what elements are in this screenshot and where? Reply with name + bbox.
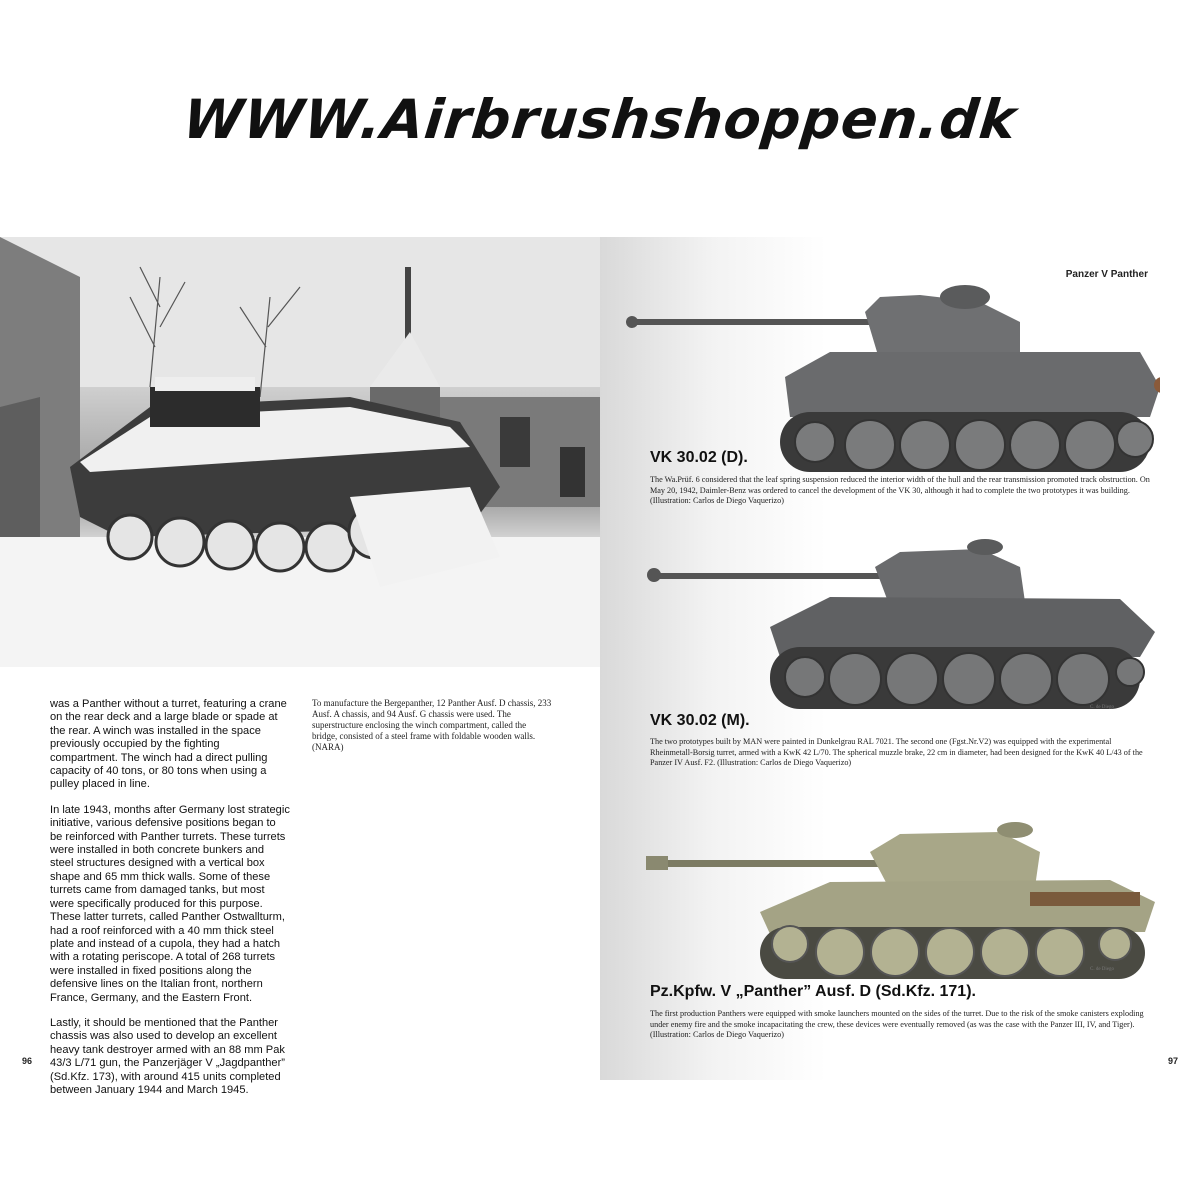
- left-body-text: [50, 698, 290, 1109]
- tank-title: VK 30.02 (D).: [650, 449, 748, 466]
- photo-caption: To manufacture the Bergepanther, 12 Panther Ausf. D chassis, 233 Ausf. A chassis, and 94 Ausf. G chassis were used. The superstructure enclosing the winch compartment, called the bridge, consisted of a steel frame with foldable wooden walls. (NARA): [312, 698, 552, 752]
- tank-title: VK 30.02 (M).: [650, 712, 750, 729]
- tank-title: Pz.Kpfw. V „Panther” Ausf. D (Sd.Kfz. 171).: [650, 983, 976, 1000]
- running-head: Panzer V Panther: [1065, 269, 1148, 280]
- snow-scene-illustration: [0, 237, 600, 667]
- tank-illustration-vk3002d: [620, 267, 1160, 477]
- tank-illustration-vk3002m: [640, 537, 1160, 717]
- page-number-right: 97: [1168, 1056, 1179, 1066]
- illustrator-credit: C. de Diego: [1090, 705, 1115, 710]
- tank-illustration-panther-ausf-d: [640, 822, 1160, 982]
- bergepanther-photo: [0, 237, 600, 667]
- tank-caption: The two prototypes built by MAN were painted in Dunkelgrau RAL 7021. The second one (Fgst.Nr.V2) was equipped with the experimental Rheinmetall-Borsig turret, armed with a KwK 42 L/70. The spherical muzzle brake, 22 cm in diameter, had been designed for the KwK 40 L/43 of the Panzer IV Ausf. F2. (Illustration: Carlos de Diego Vaquerizo): [650, 737, 1143, 768]
- illustrator-credit: C. de Diego: [1090, 967, 1115, 972]
- paragraph: In late 1943, months after Germany lost strategic initiative, various defensive positions began to be reinforced with Panther turrets. These turrets were installed in both concrete bunkers and steel structures designed with a vertical box shape and 65 mm thick walls. Some of these turrets came from damaged tanks, but most were specifically produced for this purpose. These latter turrets, called Panther Ostwallturm, had a roof reinforced with a 40 mm thick steel plate and instead of a cupola, they had a hatch with a rotating periscope. A total of 268 turrets were installed in fixed positions along the defensive lines on the Italian front, northern France, Germany, and the Eastern Front.: [50, 803, 290, 1004]
- tank-caption: The first production Panthers were equipped with smoke launchers mounted on the sides of the turret. Due to the risk of the smoke canisters exploding under enemy fire and the smoke incapacitating the crew, these devices were eventually removed (as was the case with the Panzer III, IV, and Tiger). (Illustration: Carlos de Diego Vaquerizo): [650, 1009, 1144, 1040]
- paragraph: Lastly, it should be mentioned that the Panther chassis was also used to develop an excellent heavy tank destroyer armed with an 88 mm Pak 43/3 L/71 gun, the Panzerjäger V „Jagdpanther” (Sd.Kfz. 173), with around 415 units completed between January 1944 and March 1945.: [50, 1016, 285, 1096]
- page-number-left: 96: [22, 1056, 33, 1066]
- tank-caption: The Wa.Prüf. 6 considered that the leaf spring suspension reduced the interior width of the hull and the rear transmission promoted track obstruction. On May 20, 1942, Daimler-Benz was ordered to cancel the development of the VK 30, although it had to complete the two prototypes it was building. (Illustration: Carlos de Diego Vaquerizo): [650, 475, 1150, 506]
- right-page: [600, 237, 1166, 1080]
- paragraph: was a Panther without a turret, featuring a crane on the rear deck and a large blade or spade at the rear. A winch was installed in the space previously occupied by the fighting compartment. The winch had a direct pulling capacity of 40 tons, or 80 tons when using a pulley placed in line.: [50, 698, 287, 791]
- site-banner: WWW.Airbrushshoppen.dk: [180, 88, 1020, 151]
